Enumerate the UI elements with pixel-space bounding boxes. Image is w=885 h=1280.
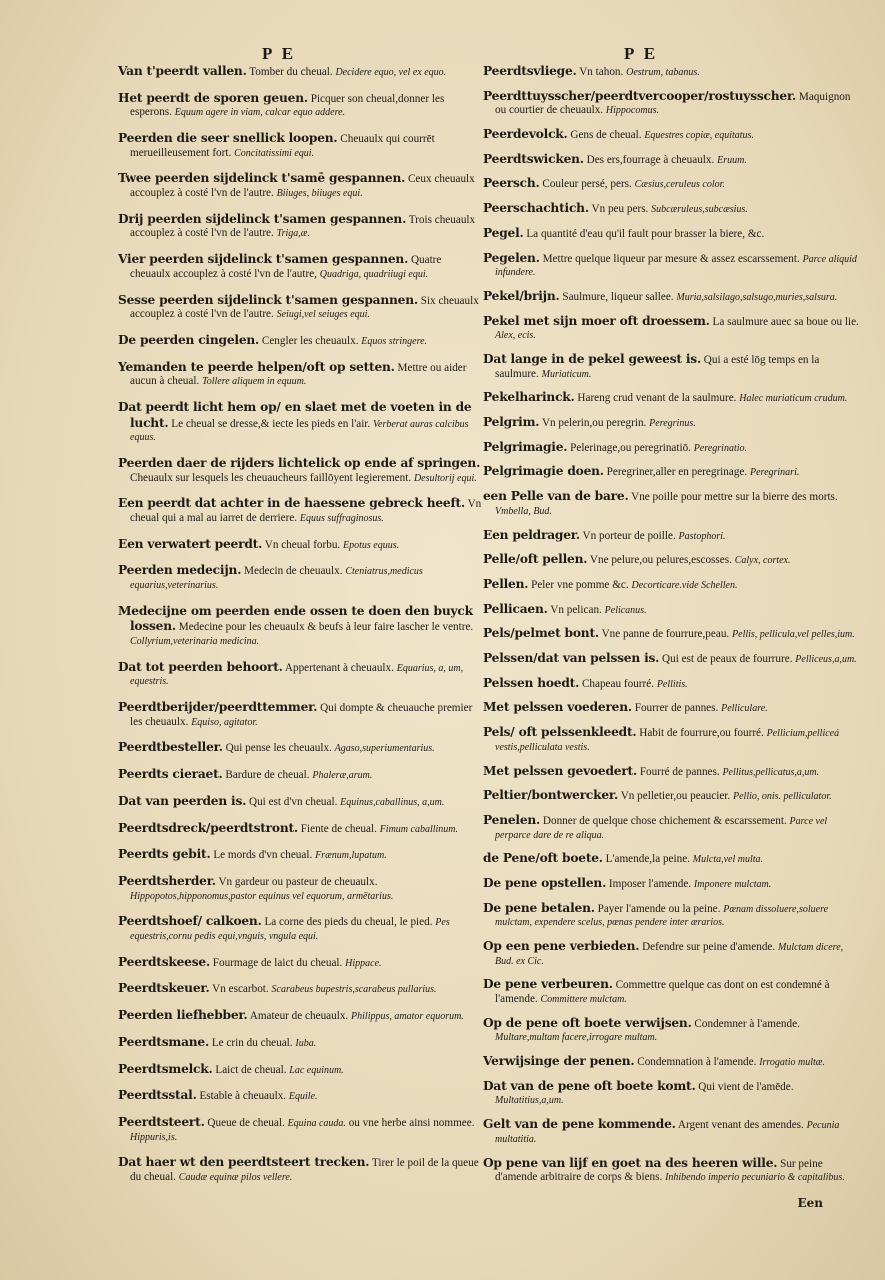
headword: Pellicaen. [483,601,548,616]
dictionary-entry [118,496,482,525]
headword: Peerdtskeese. [118,954,210,969]
french-gloss: Gens de cheual. [570,129,642,142]
headword: Op pene van lijf en goet na des heeren wille. [483,1155,778,1170]
french-gloss: Mettre quelque liqueur par mesure & assez escarssement. [542,252,800,265]
dictionary-entry [483,489,864,518]
latin-gloss: Muriaticum. [541,368,592,380]
headword: een Pelle van de bare. [483,489,629,504]
french-gloss: Vn porteur de poille. [582,529,676,542]
french-gloss: Vn peu pers. [591,203,649,216]
french-gloss: Appertenant à cheuaulx. [284,661,394,674]
latin-gloss: Equarius, a, um, equestris. [130,662,464,688]
headword: De peerden cingelen. [118,332,260,347]
french-gloss: ou vne herbe ainsi nommee. [348,1116,475,1129]
dictionary-entry [483,939,864,968]
french-gloss: Amateur de cheuaulx. [249,1010,349,1023]
headword: Pelgrimagie. [483,439,568,454]
dictionary-entry [118,400,482,445]
french-gloss: Qui pense les cheuaulx. [225,742,332,755]
french-gloss: Sur peine d'amende arbitraire de corps & biens. [495,1157,823,1184]
french-gloss: Tomber du cheual. [249,66,333,78]
headword: Op de pene oft boete verwijsen. [483,1015,692,1030]
latin-gloss: Pellis, pellicula,vel pelles,ium. [732,629,855,641]
dictionary-entry [483,901,864,930]
latin-gloss: Frænum,lupatum. [315,850,387,862]
dictionary-entry [483,289,864,305]
headword: Peersch. [483,176,540,191]
french-gloss: Des ers,fourrage à cheuaulx. [586,153,715,166]
headword: Peerdevolck. [483,127,568,142]
latin-gloss: Equestres copiæ, equitatus. [644,130,754,142]
dictionary-entry [118,1062,482,1078]
latin-gloss: Caudæ equinæ pilos vellere. [178,1171,293,1183]
latin-gloss: Hippocomus. [605,105,659,117]
dictionary-entry [483,676,864,692]
latin-gloss: Eruum. [717,154,747,166]
french-gloss: Medecin de cheuaulx. [244,565,343,578]
latin-gloss: Agaso,superiumentarius. [334,743,435,755]
dictionary-entry [483,152,864,168]
dictionary-entry [483,127,864,143]
headword: Peerdtsstal. [118,1088,197,1103]
headword: Pelgrimagie doen. [483,464,604,479]
headword: Pegelen. [483,250,540,265]
headword: Peerden liefhebber. [118,1008,248,1023]
headword: Dat lange in de pekel geweest is. [483,352,701,366]
french-gloss: Ceux cheuaulx accouplez à costé l'vn de l'autre. [130,173,475,200]
french-gloss: L'amende,la peine. [605,853,690,866]
dictionary-entry [483,764,864,780]
headword: Peerdtsmane. [118,1034,210,1049]
french-gloss: Qui est d'vn cheual. [248,795,338,808]
dictionary-entry [118,847,482,863]
dictionary-entry [483,700,864,716]
french-gloss: Vne pelure,ou pelures,escosses. [589,554,732,567]
french-gloss: Cheuaulx qui courrēt merueilleusement fort. [130,133,435,159]
dictionary-entry [118,1035,482,1051]
dictionary-entry [118,794,482,810]
headword: Verwijsinge der penen. [483,1054,635,1069]
dictionary-entry [118,740,482,756]
left-column [118,64,482,1185]
headword: Pegel. [483,225,524,240]
latin-gloss: Irrogatio multæ. [759,1057,825,1069]
french-gloss: Couleur persé, pers. [542,178,632,191]
french-gloss: Qui a esté lōg temps en la saulmure. [495,354,820,380]
french-gloss: Mettre ou aider aucun à cheual. [130,361,467,388]
french-gloss: Qui dompte & cheuauche premier les cheuaulx. [130,702,473,728]
dictionary-entry [483,876,864,892]
latin-gloss: Equiso, agitator. [191,716,258,728]
latin-gloss: Equinus,caballinus, a,um. [340,796,445,808]
latin-gloss: Parce aliquid infundere. [495,253,857,279]
dictionary-entry [118,981,482,997]
french-gloss: Condemner à l'amende. [694,1017,800,1030]
french-gloss: Le mords d'vn cheual. [213,849,313,862]
french-gloss: Saulmure, liqueur sallee. [562,290,674,303]
right-column [483,64,864,1185]
dictionary-entry [483,1079,864,1108]
latin-gloss: Pellicium,pelliceá vestis,pelliculata vestis. [495,728,840,753]
french-gloss: Picquer son cheual,donner les esperons. [130,92,445,119]
headword: Peerdts cieraet. [118,767,223,782]
french-gloss: Donner de quelque chose chichement & escarssement. [542,814,787,827]
french-gloss: Qui vient de l'amēde. [698,1080,794,1093]
headword: Pellen. [483,576,529,591]
dictionary-entry [483,651,864,667]
dictionary-entry [483,464,864,480]
latin-gloss: Subcæruleus,subcæsius. [651,204,748,216]
latin-gloss: Equina cauda. [287,1117,346,1129]
headword: De pene betalen. [483,900,595,915]
french-gloss: Hareng crud venant de la saulmure. [577,392,737,405]
headword: Sesse peerden sijdelinck t'samen gespannen. [118,292,418,307]
french-gloss: Le crin du cheual. [211,1036,293,1049]
dictionary-entry [483,977,864,1006]
french-gloss: Estable à cheuaulx. [199,1090,287,1103]
latin-gloss: Pelicanus. [604,604,647,616]
headword: Penelen. [483,812,541,827]
latin-gloss: Triga,æ. [276,228,310,240]
running-head-right: P E [624,44,659,63]
dictionary-entry [118,360,482,389]
french-gloss: Vn pelican. [550,603,602,616]
headword: Pekel met sijn moer oft droessem. [483,313,710,328]
latin-gloss: Pellio, onis. pelliculator. [733,791,832,803]
french-gloss: Cheuaulx sur lesquels les cheuaucheurs faillōyent legierement. [130,471,412,484]
headword: Van t'peerdt vallen. [118,64,247,78]
latin-gloss: Tollere aliquem in equum. [202,376,307,388]
dictionary-entry [483,1016,864,1045]
latin-gloss: Muria,salsilago,salsugo,muries,salsura. [676,291,838,303]
headword: Peerdtsvliege. [483,64,577,78]
dictionary-entry [483,64,864,80]
headword: Pelle/oft pellen. [483,552,588,567]
dictionary-entry [483,1117,864,1146]
latin-gloss: Parce vel perparce dare de re aliqua. [495,815,828,841]
dictionary-entry [483,415,864,431]
french-gloss: Vn tahon. [579,66,624,78]
latin-gloss: Alex, ecis. [495,330,536,342]
latin-gloss: Equus suffraginosus. [299,512,384,524]
headword: Peerdtsmelck. [118,1061,213,1076]
dictionary-entry [118,955,482,971]
headword: Twee peerden sijdelinck t'samē gespannen. [118,171,406,186]
french-gloss: La corne des pieds du cheual, le pied. [264,916,433,929]
dictionary-entry [118,293,482,322]
french-gloss: Peler vne pomme &c. [531,578,629,591]
latin-gloss: Committere mulctam. [540,994,627,1006]
french-gloss: Habit de fourrure,ou fourré. [639,727,764,740]
headword: Het peerdt de sporen geuen. [118,90,308,105]
latin-gloss: Peregrinatio. [693,442,748,454]
latin-gloss: Mulcta,vel multa. [692,854,764,866]
latin-gloss: Collyrium,veterinaria medicina. [130,636,260,648]
headword: Met pelssen gevoedert. [483,763,638,778]
dictionary-entry [483,314,864,343]
headword: De pene opstellen. [483,875,607,890]
latin-gloss: Pes equestris,cornu pedis equi,vnguis, vngula equi. [130,917,450,942]
french-gloss: Payer l'amende ou la peine. [597,902,721,915]
headword: Peerdtskeuer. [118,981,210,996]
french-gloss: Vn cheual forbu. [264,538,341,551]
latin-gloss: Biiuges, biiuges equi. [276,188,363,200]
headword: Pels/pelmet bont. [483,626,599,641]
dictionary-entry [118,252,482,281]
latin-gloss: Equum agere in viam, calcar equo addere. [174,107,346,119]
running-head-left: P E [262,44,297,63]
headword: Peerdtsherder. [118,873,216,888]
french-gloss: Trois cheuaulx accouplez à costé l'vn de l'autre. [130,213,476,240]
dictionary-entry [483,813,864,842]
headword: Pelssen/dat van pelssen is. [483,651,660,666]
headword: Drij peerden sijdelinck t'samen gespannen. [118,211,407,226]
dictionary-entry [483,788,864,804]
headword: Pekel/brijn. [483,288,560,303]
headword: Dat van de pene oft boete komt. [483,1078,696,1093]
latin-gloss: Quadriga, quadriiugi equi. [319,268,429,280]
french-gloss: Vn pelletier,ou peaucier. [620,790,731,803]
dictionary-entry [118,171,482,200]
dictionary-entry [483,201,864,217]
latin-gloss: Iuba. [295,1037,317,1049]
headword: Een peerdt dat achter in de haessene gebreck heeft. [118,496,465,511]
headword: Een peldrager. [483,527,580,542]
dictionary-entry [118,1008,482,1024]
french-gloss: Le cheual se dresse,& iecte les pieds en l'air. [171,417,371,430]
headword: de Pene/oft boete. [483,851,603,866]
dictionary-entry [118,131,482,160]
headword: Peltier/bontwercker. [483,788,619,803]
latin-gloss: Phaleræ,arum. [312,770,373,782]
headword: Medecijne om peerden ende ossen te doen den buyck lossen. [118,603,473,634]
headword: Met pelssen voederen. [483,700,632,715]
dictionary-entry [483,226,864,242]
french-gloss: Vn gardeur ou pasteur de cheuaulx. [218,875,378,888]
french-gloss: Vn escarbot. [212,983,269,996]
dictionary-entry [118,212,482,241]
dictionary-entry [483,626,864,642]
dictionary-entry [483,89,864,118]
latin-gloss: Peregrinus. [649,418,696,430]
dictionary-entry [118,537,482,553]
dictionary-entry [118,1155,482,1184]
latin-gloss: Philippus, amator equorum. [351,1011,464,1023]
headword: Peerschachtich. [483,201,589,216]
latin-gloss: Pellitis. [656,678,688,690]
dictionary-entry [118,660,482,689]
french-gloss: Chapeau fourré. [581,677,655,690]
dictionary-entry [483,552,864,568]
latin-gloss: Hippace. [345,957,382,969]
headword: Peerdttuysscher/peerdtvercooper/rostuysscher. [483,88,797,103]
french-gloss: Vn pelerin,ou peregrin. [541,417,647,430]
french-gloss: Vne panne de fourrure,peau. [601,628,730,641]
dictionary-entry [118,914,482,943]
french-gloss: Pelerinage,ou peregrinatiō. [570,441,691,454]
latin-gloss: Multare,multam facere,irrogare multam. [495,1032,658,1044]
french-gloss: La saulmure auec sa boue ou lie. [712,315,859,328]
latin-gloss: Pecunia multatitia. [495,1120,840,1145]
latin-gloss: Pœnam dissoluere,soluere mulctam, expendere scelus, pœnas pendere inter ærarios. [495,903,829,929]
dictionary-entry [483,1156,864,1185]
french-gloss: Qui est de peaux de fourrure. [662,653,793,666]
dictionary-entry [483,251,864,280]
headword: Een verwatert peerdt. [118,536,263,551]
dictionary-entry [118,1088,482,1104]
french-gloss: Vn cheual qui a mal au iarret de derriere. [130,498,482,524]
dictionary-entry [483,440,864,456]
french-gloss: Peregriner,aller en peregrinage. [606,466,748,479]
french-gloss: Vne poille pour mettre sur la bierre des morts. [631,491,838,504]
dictionary-entry [483,1054,864,1070]
french-gloss: Maquignon ou courtier de cheuaulx. [495,90,851,117]
latin-gloss: Cæsius,ceruleus color. [634,179,725,191]
dictionary-entry [118,1115,482,1144]
headword: De pene verbeuren. [483,977,613,992]
latin-gloss: Cteniatrus,medicus equarius,veterinarius. [130,566,423,592]
latin-gloss: Scarabeus bupestris,scarabeus pullarius. [271,984,437,996]
headword: Pelssen hoedt. [483,675,580,690]
latin-gloss: Hippuris,is. [130,1131,178,1143]
headword: Peerdtshoef/ calkoen. [118,914,262,929]
headword: Dat peerdt licht hem op/ en slaet met de voeten in de lucht. [118,399,472,430]
latin-gloss: Oestrum, tabanus. [626,67,700,78]
latin-gloss: Peregrinari. [750,467,800,479]
french-gloss: Argent venant des amendes. [677,1119,804,1132]
headword: Peerdtswicken. [483,151,584,166]
latin-gloss: Verberat auras calcibus equus. [130,418,469,444]
latin-gloss: Calyx, cortex. [734,555,791,567]
headword: Peerdtsteert. [118,1114,205,1129]
latin-gloss: Hippopotos,hipponomus,pastor equinus vel equorum, armētarius. [130,890,394,902]
dictionary-entry [483,725,864,754]
dictionary-entry [118,333,482,349]
headword: Peerdtberijder/peerdttemmer. [118,700,318,715]
french-gloss: Defendre sur peine d'amende. [642,941,776,954]
latin-gloss: Equos stringere. [361,335,428,347]
headword: Vier peerden sijdelinck t'samen gespannen. [118,252,409,267]
dictionary-entry [118,91,482,120]
french-gloss: Medecine pour les cheuaulx & beufs à leur faire lascher le ventre. [178,621,474,634]
french-gloss: La quantité d'eau qu'il fault pour brasser la biere, &c. [526,227,765,240]
latin-gloss: Imponere mulctam. [693,878,772,890]
french-gloss: Fiente de cheual. [300,822,377,835]
french-gloss: Laict de cheual. [215,1063,287,1076]
french-gloss: Cengler les cheuaulx. [261,334,359,347]
latin-gloss: Epotus equus. [343,539,400,551]
dictionary-entry [118,874,482,903]
headword: Dat haer wt den peerdtsteert trecken. [118,1155,370,1170]
headword: Peerdts gebit. [118,847,211,862]
french-gloss: Quatre cheuaulx accouplez à costé l'vn de l'autre, [130,254,442,280]
headword: Peerden daer de rijders lichtelick op ende af springen. [118,455,481,470]
latin-gloss: Lac equinum. [289,1064,344,1076]
dictionary-entry [118,604,482,649]
french-gloss: Queue de cheual. [207,1116,285,1129]
french-gloss: Fourrer de pannes. [634,702,719,715]
latin-gloss: Seiugi,vel seiuges equi. [276,309,370,321]
latin-gloss: Equile. [288,1091,318,1103]
latin-gloss: Inhibendo imperio pecuniario & capitalibus. [665,1172,845,1184]
latin-gloss: Mulctam dicere, Bud. ex Cic. [495,942,844,967]
latin-gloss: Fimum caballinum. [379,823,459,835]
latin-gloss: Decidere equo, vel ex equo. [335,67,447,78]
french-gloss: Bardure de cheual. [225,769,310,782]
dictionary-entry [483,528,864,544]
headword: Yemanden te peerde helpen/oft op setten. [118,359,395,374]
headword: Peerden medecijn. [118,563,242,578]
french-gloss: Commettre quelque cas dont on est condemné à l'amende. [495,979,830,1006]
latin-gloss: Vmbella, Bud. [495,505,552,517]
french-gloss: Fourmage de laict du cheual. [212,956,343,969]
headword: Pels/ oft pelssenkleedt. [483,725,637,740]
dictionary-entry [483,602,864,618]
dictionary-entry [118,700,482,729]
latin-gloss: Pelliculare. [721,703,768,715]
latin-gloss: Desultorij equi. [413,472,477,484]
dictionary-entry [483,390,864,406]
french-gloss: Condemnation à l'amende. [637,1056,757,1069]
latin-gloss: Pelliceus,a,um. [795,654,857,666]
dictionary-entry [483,352,864,381]
latin-gloss: Halec muriaticum crudum. [739,393,848,405]
dictionary-entry [483,176,864,192]
dictionary-entry [118,563,482,592]
dictionary-entry [483,851,864,867]
headword: Peerdtbesteller. [118,740,223,755]
headword: Gelt van de pene kommende. [483,1117,676,1132]
headword: Dat tot peerden behoort. [118,659,283,674]
headword: Dat van peerden is. [118,793,247,808]
french-gloss: Imposer l'amende. [608,877,692,890]
latin-gloss: Pastophori. [678,530,726,542]
latin-gloss: Multatitius,a,um. [495,1095,564,1107]
latin-gloss: Concitatissimi equi. [234,147,315,159]
headword: Op een pene verbieden. [483,939,640,954]
dictionary-entry [118,767,482,783]
headword: Pelgrim. [483,415,540,430]
french-gloss: Fourré de pannes. [639,765,720,778]
latin-gloss: Decorticare.vide Schellen. [631,579,738,591]
latin-gloss: Pellitus,pellicatus,a,um. [722,766,820,778]
headword: Peerdtsdreck/peerdtstront. [118,820,298,835]
catchword: Een [797,1196,823,1210]
headword: Peerden die seer snellick loopen. [118,131,338,146]
dictionary-entry [118,64,482,80]
french-gloss: Six cheuaulx accouplez à costé l'vn de l'autre. [130,294,479,321]
headword: Pekelharinck. [483,390,575,405]
dictionary-entry [118,456,482,485]
dictionary-entry [483,577,864,593]
french-gloss: Tirer le poil de la queue du cheual. [130,1157,479,1183]
dictionary-entry [118,821,482,837]
